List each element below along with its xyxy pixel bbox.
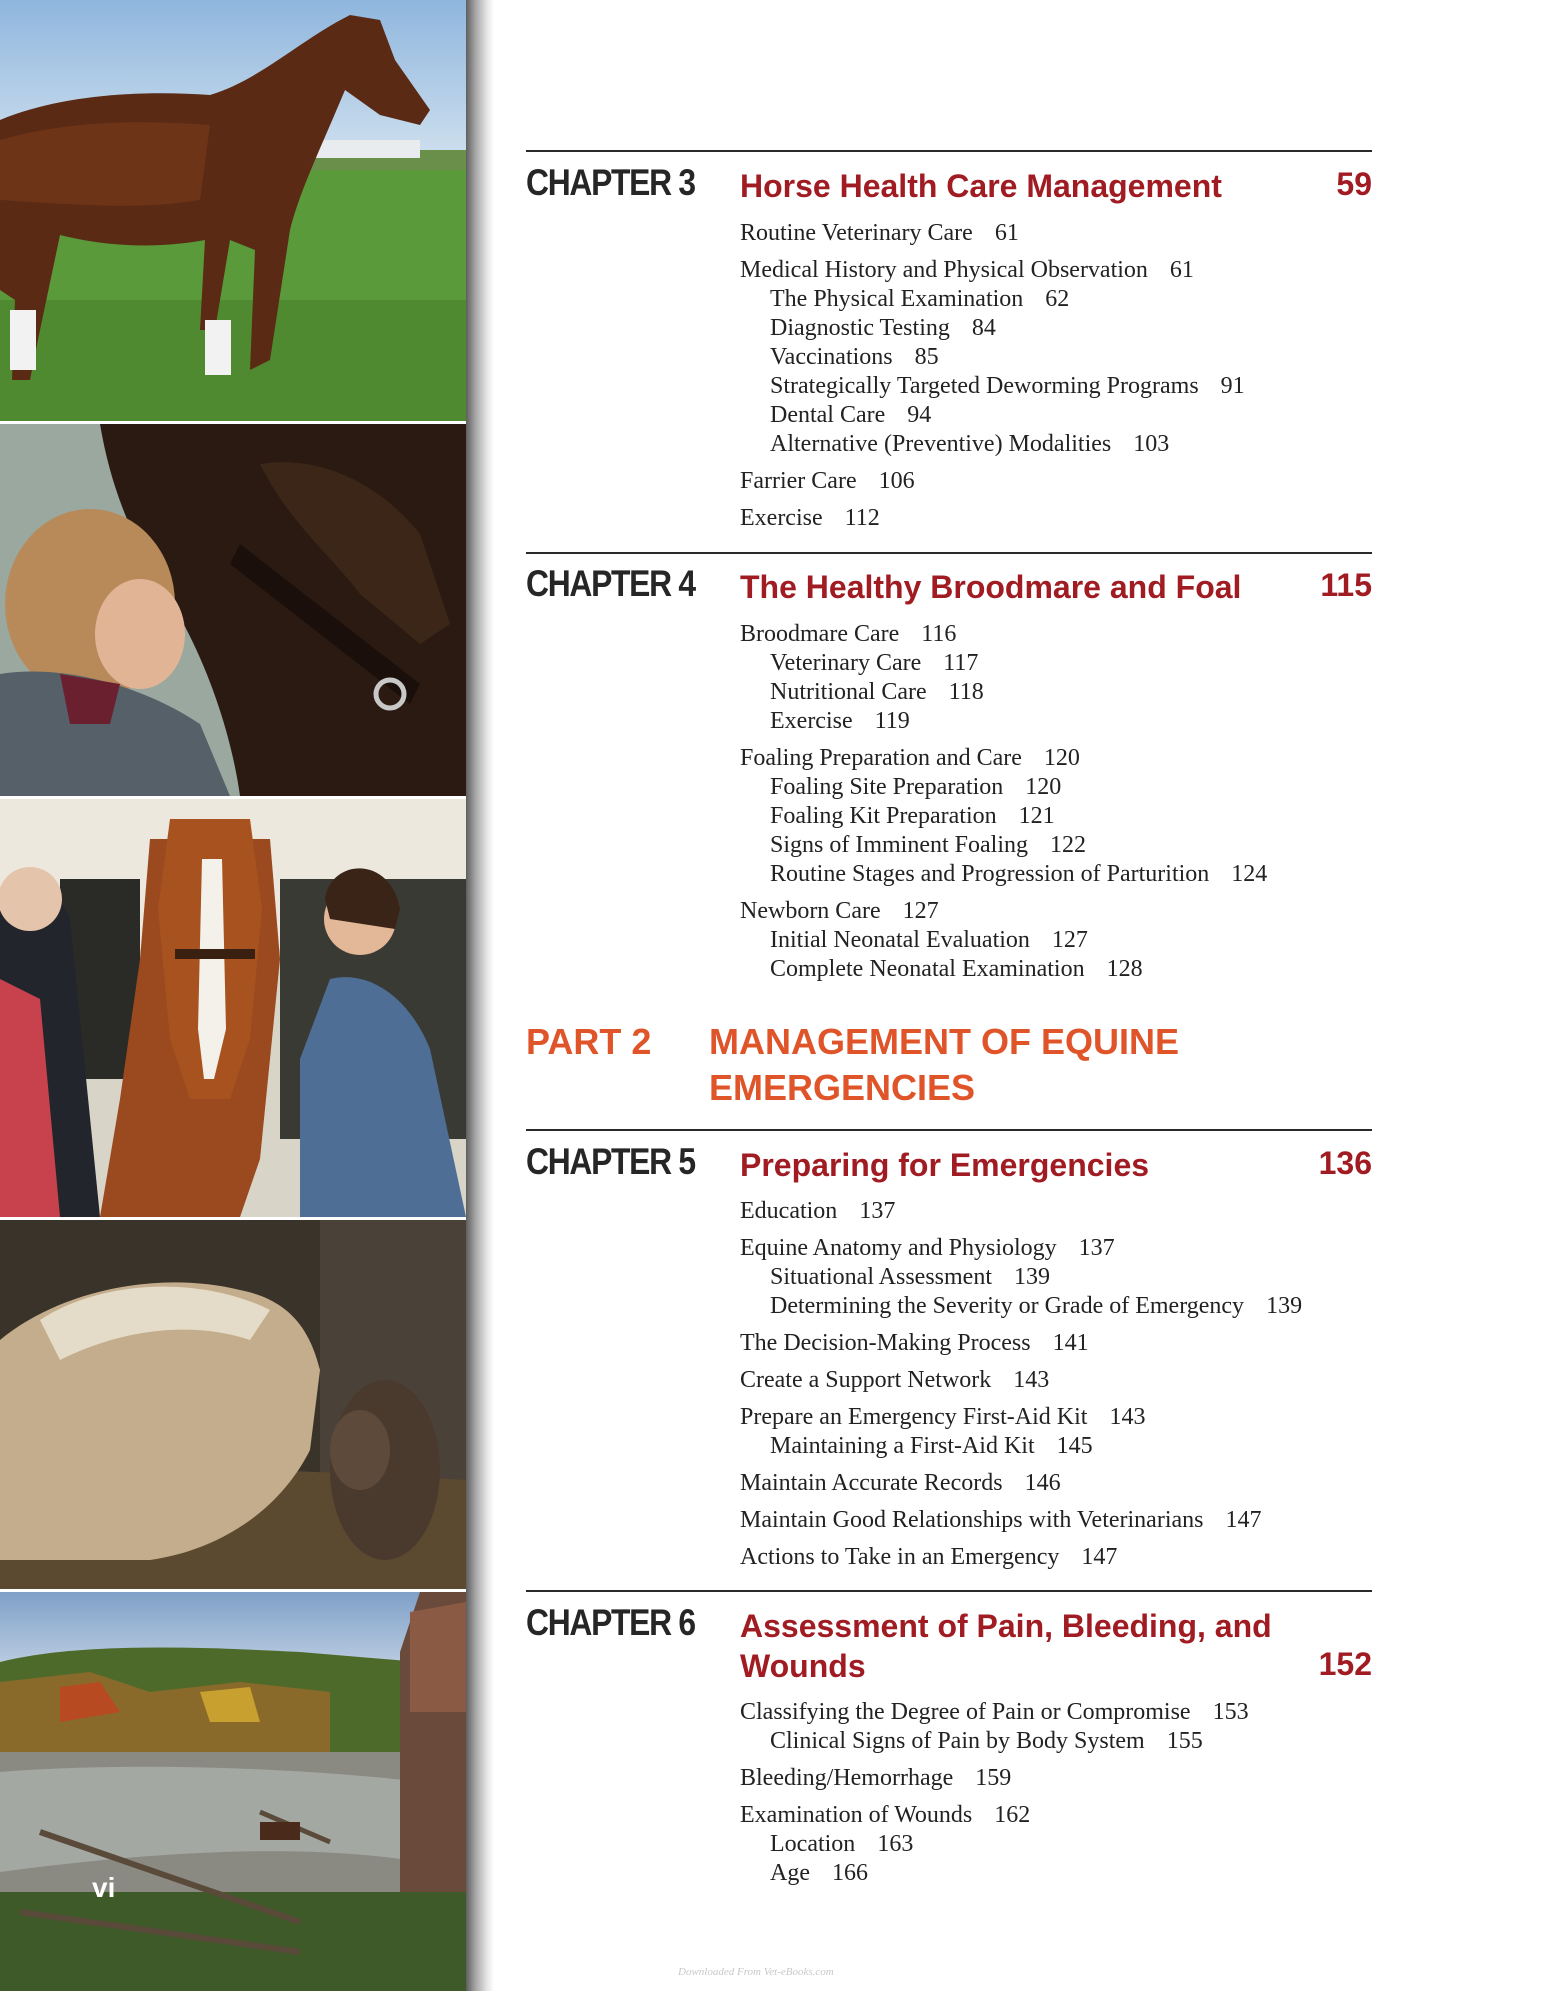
toc-subentry: Strategically Targeted Deworming Programs 91 — [770, 373, 1245, 399]
chapter-4-rule — [526, 552, 1372, 554]
toc-entry: Education 137 — [740, 1198, 896, 1224]
toc-entry: Maintain Good Relationships with Veterinarians 147 — [740, 1507, 1262, 1533]
photo-women-with-chestnut-horse — [0, 799, 466, 1217]
toc-entry: Newborn Care 127 — [740, 898, 939, 924]
photo-strip — [0, 0, 466, 1991]
toc-subentry: Exercise 119 — [770, 708, 910, 734]
chapter-5-rule — [526, 1129, 1372, 1131]
toc-subentry: The Physical Examination 62 — [770, 286, 1070, 312]
toc-subentry: Signs of Imminent Foaling 122 — [770, 832, 1086, 858]
part-2-label: PART 2 — [526, 1021, 652, 1062]
chapter-5-label: CHAPTER 5 — [526, 1141, 695, 1182]
toc-subentry: Foaling Site Preparation 120 — [770, 774, 1062, 800]
toc-subentry: Location 163 — [770, 1831, 914, 1857]
toc-subentry: Clinical Signs of Pain by Body System 155 — [770, 1728, 1203, 1754]
toc-subentry: Alternative (Preventive) Modalities 103 — [770, 431, 1170, 457]
footer-watermark: Downloaded From Vet-eBooks.com — [678, 1966, 834, 1978]
photo-strip-shadow — [466, 0, 494, 1991]
toc-entry: Prepare an Emergency First-Aid Kit 143 — [740, 1404, 1146, 1430]
chapter-4-title: The Healthy Broodmare and Foal — [740, 569, 1242, 605]
chapter-6-rule — [526, 1590, 1372, 1592]
toc-subentry: Complete Neonatal Examination 128 — [770, 956, 1143, 982]
toc-subentry: Diagnostic Testing 84 — [770, 315, 996, 341]
toc-entry: Farrier Care 106 — [740, 468, 915, 494]
chapter-6-label: CHAPTER 6 — [526, 1602, 695, 1643]
part-2-title-line2: EMERGENCIES — [709, 1067, 976, 1108]
chapter-4-label: CHAPTER 4 — [526, 563, 695, 604]
photo-bay-horse — [0, 0, 466, 421]
chapter-6-page: 152 — [1318, 1646, 1372, 1682]
toc-subentry: Situational Assessment 139 — [770, 1264, 1050, 1290]
chapter-6-title-line2: Wounds — [740, 1648, 866, 1684]
photo-mare-and-foal — [0, 1220, 466, 1589]
part-2-title-line1: MANAGEMENT OF EQUINE — [709, 1021, 1180, 1062]
toc-entry: Classifying the Degree of Pain or Compromise 153 — [740, 1699, 1249, 1725]
toc-subentry: Routine Stages and Progression of Parturition 124 — [770, 861, 1268, 887]
toc-entry: Equine Anatomy and Physiology 137 — [740, 1235, 1115, 1261]
toc-entry: Create a Support Network 143 — [740, 1367, 1050, 1393]
page-folio: vi — [92, 1872, 116, 1903]
toc-subentry: Age 166 — [770, 1860, 868, 1886]
toc-subentry: Dental Care 94 — [770, 402, 932, 428]
toc-entry: Broodmare Care 116 — [740, 621, 957, 647]
chapter-6-title-line1: Assessment of Pain, Bleeding, and — [740, 1608, 1272, 1644]
chapter-3-page: 59 — [1336, 166, 1372, 202]
toc-entry: The Decision-Making Process 141 — [740, 1330, 1089, 1356]
toc-entry: Actions to Take in an Emergency 147 — [740, 1544, 1118, 1570]
toc-entry: Medical History and Physical Observation 61 — [740, 257, 1194, 283]
chapter-3-title: Horse Health Care Management — [740, 168, 1222, 204]
toc-entry: Exercise 112 — [740, 505, 880, 531]
toc-entry: Routine Veterinary Care 61 — [740, 220, 1019, 246]
chapter-4-page: 115 — [1320, 567, 1372, 603]
chapter-3-label: CHAPTER 3 — [526, 162, 695, 203]
toc-subentry: Vaccinations 85 — [770, 344, 939, 370]
toc-subentry: Determining the Severity or Grade of Emergency 139 — [770, 1293, 1303, 1319]
toc-subentry: Initial Neonatal Evaluation 127 — [770, 927, 1088, 953]
chapter-5-page: 136 — [1318, 1145, 1372, 1181]
toc-subentry: Veterinary Care 117 — [770, 650, 979, 676]
photo-woman-and-horse — [0, 424, 466, 796]
chapter-3-rule — [526, 150, 1372, 152]
toc-subentry: Nutritional Care 118 — [770, 679, 984, 705]
toc-entry: Foaling Preparation and Care 120 — [740, 745, 1080, 771]
toc-entry: Bleeding/Hemorrhage 159 — [740, 1765, 1012, 1791]
toc-entry: Examination of Wounds 162 — [740, 1802, 1031, 1828]
toc-subentry: Foaling Kit Preparation 121 — [770, 803, 1055, 829]
toc-subentry: Maintaining a First-Aid Kit 145 — [770, 1433, 1093, 1459]
photo-flooded-farm — [0, 1592, 466, 1991]
toc-entry: Maintain Accurate Records 146 — [740, 1470, 1061, 1496]
chapter-5-title: Preparing for Emergencies — [740, 1147, 1150, 1183]
